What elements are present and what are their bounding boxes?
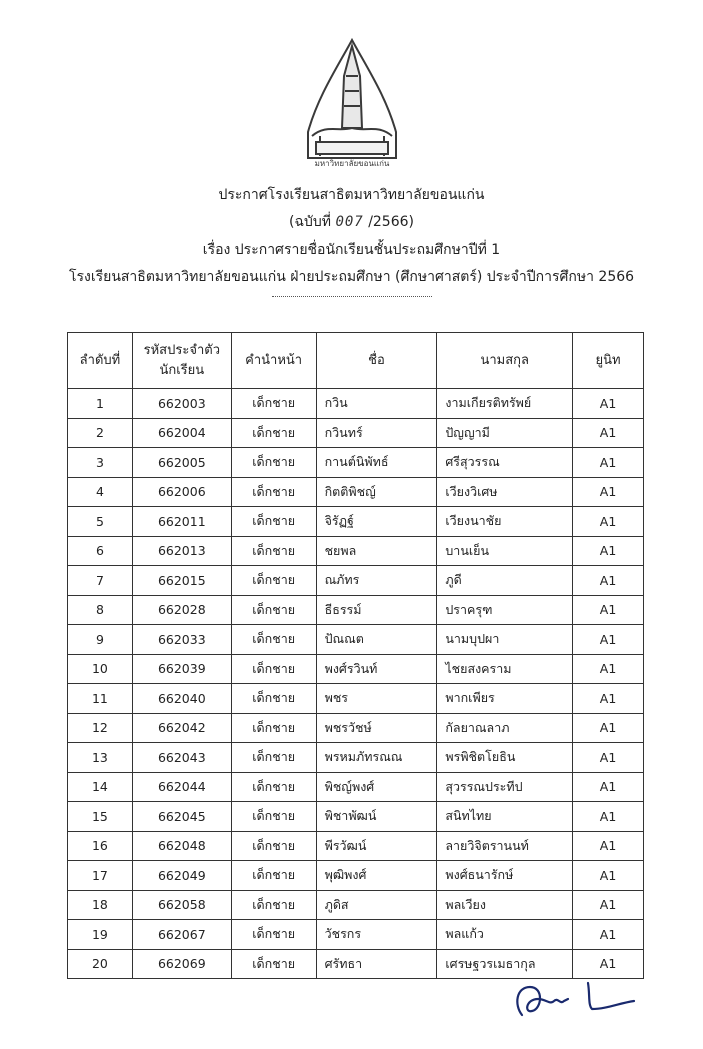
table-row <box>68 389 644 419</box>
table-row <box>68 772 644 802</box>
table-row <box>68 536 644 566</box>
student-table <box>67 332 644 979</box>
header-prefix: คำนำหน้า <box>231 333 316 389</box>
cell-last-name: พรพิชิตโยธิน <box>437 743 573 773</box>
cell-prefix: เด็กชาย <box>231 920 316 950</box>
cell-unit: A1 <box>573 448 644 478</box>
cell-student-id: 662058 <box>132 890 231 920</box>
cell-unit: A1 <box>573 743 644 773</box>
cell-student-id: 662044 <box>132 772 231 802</box>
cell-prefix: เด็กชาย <box>231 713 316 743</box>
cell-unit: A1 <box>573 890 644 920</box>
cell-no: 12 <box>68 713 133 743</box>
cell-unit: A1 <box>573 802 644 832</box>
cell-no: 5 <box>68 507 133 537</box>
table-row <box>68 477 644 507</box>
cell-last-name: ไชยสงคราม <box>437 654 573 684</box>
table-row <box>68 920 644 950</box>
table-row <box>68 743 644 773</box>
cell-last-name: ศรีสุวรรณ <box>437 448 573 478</box>
cell-first-name: ชยพล <box>316 536 437 566</box>
cell-unit: A1 <box>573 713 644 743</box>
cell-student-id: 662045 <box>132 802 231 832</box>
cell-prefix: เด็กชาย <box>231 890 316 920</box>
cell-unit: A1 <box>573 477 644 507</box>
cell-no: 2 <box>68 418 133 448</box>
cell-prefix: เด็กชาย <box>231 802 316 832</box>
cell-prefix: เด็กชาย <box>231 625 316 655</box>
cell-no: 1 <box>68 389 133 419</box>
announcement-subject: เรื่อง ประกาศรายชื่อนักเรียนชั้นประถมศึกษาปีที่ 1 <box>202 242 501 258</box>
cell-unit: A1 <box>573 507 644 537</box>
cell-prefix: เด็กชาย <box>231 772 316 802</box>
table-row <box>68 713 644 743</box>
cell-no: 17 <box>68 861 133 891</box>
cell-unit: A1 <box>573 920 644 950</box>
table-header-row <box>68 333 644 389</box>
cell-last-name: ลายวิจิตรานนท์ <box>437 831 573 861</box>
cell-first-name: ภูดิส <box>316 890 437 920</box>
cell-student-id: 662005 <box>132 448 231 478</box>
table-row <box>68 654 644 684</box>
cell-student-id: 662004 <box>132 418 231 448</box>
cell-first-name: ปัณณต <box>316 625 437 655</box>
cell-first-name: พีรวัฒน์ <box>316 831 437 861</box>
cell-first-name: พิชาพัฒน์ <box>316 802 437 832</box>
cell-first-name: พงศ์รวินท์ <box>316 654 437 684</box>
table-row <box>68 861 644 891</box>
cell-first-name: ณภัทร <box>316 566 437 596</box>
cell-unit: A1 <box>573 595 644 625</box>
header-first-name: ชื่อ <box>316 333 437 389</box>
cell-first-name: พิชญ์พงศ์ <box>316 772 437 802</box>
university-logo <box>298 36 406 172</box>
cell-prefix: เด็กชาย <box>231 389 316 419</box>
cell-last-name: เวียงวิเศษ <box>437 477 573 507</box>
cell-last-name: นามบุปผา <box>437 625 573 655</box>
announcement-title: ประกาศโรงเรียนสาธิตมหาวิทยาลัยขอนแก่น <box>218 187 485 203</box>
announcement-number <box>0 212 703 232</box>
cell-unit: A1 <box>573 536 644 566</box>
table-row <box>68 418 644 448</box>
cell-unit: A1 <box>573 861 644 891</box>
table-row <box>68 890 644 920</box>
table-row <box>68 448 644 478</box>
header-id-line1: รหัสประจำตัว <box>143 342 220 358</box>
cell-no: 6 <box>68 536 133 566</box>
cell-prefix: เด็กชาย <box>231 566 316 596</box>
table-row <box>68 595 644 625</box>
table-row <box>68 507 644 537</box>
cell-unit: A1 <box>573 654 644 684</box>
cell-last-name: ปราครุฑ <box>437 595 573 625</box>
cell-student-id: 662067 <box>132 920 231 950</box>
cell-unit: A1 <box>573 418 644 448</box>
cell-student-id: 662039 <box>132 654 231 684</box>
cell-first-name: พชรวัชษ์ <box>316 713 437 743</box>
logo-text: มหาวิทยาลัยขอนแก่น <box>314 159 390 168</box>
header-no: ลำดับที่ <box>68 333 133 389</box>
cell-prefix: เด็กชาย <box>231 861 316 891</box>
cell-student-id: 662011 <box>132 507 231 537</box>
header-unit: ยูนิท <box>573 333 644 389</box>
cell-prefix: เด็กชาย <box>231 949 316 979</box>
cell-last-name: เวียงนาชัย <box>437 507 573 537</box>
cell-unit: A1 <box>573 772 644 802</box>
cell-unit: A1 <box>573 389 644 419</box>
cell-first-name: กานต์นิพัทธ์ <box>316 448 437 478</box>
header-student-id <box>132 333 231 389</box>
cell-no: 20 <box>68 949 133 979</box>
number-value: 007 <box>335 214 364 230</box>
cell-last-name: กัลยาณลาภ <box>437 713 573 743</box>
number-suffix: /2566) <box>368 214 414 230</box>
cell-last-name: สนิทไทย <box>437 802 573 832</box>
signature <box>510 975 640 1025</box>
header-id-line2: นักเรียน <box>159 362 205 378</box>
cell-student-id: 662013 <box>132 536 231 566</box>
cell-unit: A1 <box>573 684 644 714</box>
cell-no: 7 <box>68 566 133 596</box>
cell-student-id: 662042 <box>132 713 231 743</box>
cell-prefix: เด็กชาย <box>231 418 316 448</box>
cell-first-name: พรหมภัทรณณ <box>316 743 437 773</box>
dotted-divider <box>272 296 432 297</box>
cell-no: 11 <box>68 684 133 714</box>
cell-student-id: 662048 <box>132 831 231 861</box>
cell-student-id: 662069 <box>132 949 231 979</box>
cell-last-name: ปัญญามี <box>437 418 573 448</box>
cell-student-id: 662033 <box>132 625 231 655</box>
table-row <box>68 566 644 596</box>
cell-last-name: บานเย็น <box>437 536 573 566</box>
cell-student-id: 662049 <box>132 861 231 891</box>
cell-no: 19 <box>68 920 133 950</box>
cell-no: 13 <box>68 743 133 773</box>
cell-no: 15 <box>68 802 133 832</box>
cell-unit: A1 <box>573 831 644 861</box>
cell-prefix: เด็กชาย <box>231 536 316 566</box>
cell-first-name: จิรัฏฐ์ <box>316 507 437 537</box>
cell-no: 3 <box>68 448 133 478</box>
cell-student-id: 662003 <box>132 389 231 419</box>
cell-last-name: งามเกียรติทรัพย์ <box>437 389 573 419</box>
cell-prefix: เด็กชาย <box>231 448 316 478</box>
cell-student-id: 662006 <box>132 477 231 507</box>
table-row <box>68 684 644 714</box>
cell-prefix: เด็กชาย <box>231 477 316 507</box>
cell-prefix: เด็กชาย <box>231 684 316 714</box>
cell-no: 4 <box>68 477 133 507</box>
number-prefix: (ฉบับที่ <box>288 214 331 230</box>
cell-no: 18 <box>68 890 133 920</box>
cell-student-id: 662015 <box>132 566 231 596</box>
cell-first-name: กิตติพิชญ์ <box>316 477 437 507</box>
cell-last-name: พงศ์ธนารักษ์ <box>437 861 573 891</box>
cell-last-name: พลเวียง <box>437 890 573 920</box>
cell-first-name: กวินทร์ <box>316 418 437 448</box>
cell-last-name: เศรษฐวรเมธากุล <box>437 949 573 979</box>
cell-no: 8 <box>68 595 133 625</box>
cell-student-id: 662043 <box>132 743 231 773</box>
table-row <box>68 802 644 832</box>
cell-last-name: พลแก้ว <box>437 920 573 950</box>
cell-prefix: เด็กชาย <box>231 831 316 861</box>
cell-unit: A1 <box>573 949 644 979</box>
table-row <box>68 831 644 861</box>
cell-no: 10 <box>68 654 133 684</box>
cell-prefix: เด็กชาย <box>231 595 316 625</box>
cell-no: 14 <box>68 772 133 802</box>
cell-no: 9 <box>68 625 133 655</box>
cell-first-name: ศรัทธา <box>316 949 437 979</box>
cell-prefix: เด็กชาย <box>231 743 316 773</box>
announcement-school: โรงเรียนสาธิตมหาวิทยาลัยขอนแก่น ฝ่ายประถมศึกษา (ศึกษาศาสตร์) ประจำปีการศึกษา 2566 <box>68 269 635 285</box>
cell-student-id: 662040 <box>132 684 231 714</box>
cell-first-name: พุฒิพงศ์ <box>316 861 437 891</box>
cell-student-id: 662028 <box>132 595 231 625</box>
signature-stroke <box>517 983 634 1015</box>
cell-last-name: ภูดี <box>437 566 573 596</box>
cell-last-name: สุวรรณประทีป <box>437 772 573 802</box>
cell-first-name: วัชรกร <box>316 920 437 950</box>
cell-unit: A1 <box>573 566 644 596</box>
table-row <box>68 625 644 655</box>
cell-first-name: กวิน <box>316 389 437 419</box>
cell-no: 16 <box>68 831 133 861</box>
cell-prefix: เด็กชาย <box>231 507 316 537</box>
cell-first-name: ธีธรรม์ <box>316 595 437 625</box>
cell-last-name: พากเพียร <box>437 684 573 714</box>
cell-first-name: พชร <box>316 684 437 714</box>
cell-unit: A1 <box>573 625 644 655</box>
cell-prefix: เด็กชาย <box>231 654 316 684</box>
header-last-name: นามสกุล <box>437 333 573 389</box>
